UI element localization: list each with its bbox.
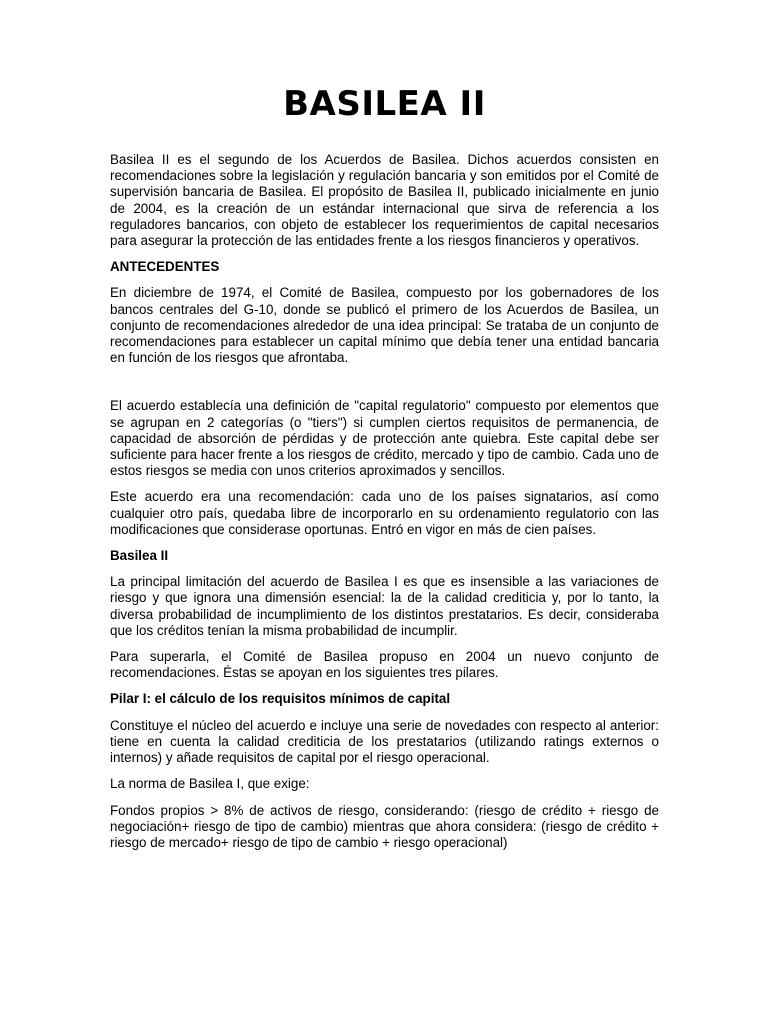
section-heading-antecedentes: ANTECEDENTES bbox=[110, 259, 220, 275]
section-heading-basilea-ii: Basilea II bbox=[110, 548, 169, 564]
antecedentes-paragraph-2: El acuerdo establecía una definición de "capital regulatorio" compuesto por elementos que se agrupan en 2 categorías (o "tiers") si cumplen ciertos requisitos de permanencia, de capacidad de absorción de pérdidas y de protección ante quiebra. Este capital debe ser suficiente para hacer frente a los riesgos de crédito, mercado y tipo de cambio. Cada uno de estos riesgos se media con unos criterios aproximados y sencillos. bbox=[110, 398, 659, 479]
pilar-i-paragraph-2: La norma de Basilea I, que exige: bbox=[110, 776, 310, 792]
document-body bbox=[110, 152, 659, 861]
antecedentes-paragraph-3: Este acuerdo era una recomendación: cada uno de los países signatarios, así como cualquier otro país, quedaba libre de incorporarlo en su ordenamiento regulatorio con las modificaciones que considerase oportunas. Entró en vigor en más de cien países. bbox=[110, 489, 659, 537]
section-heading-pilar-i: Pilar I: el cálculo de los requisitos mínimos de capital bbox=[110, 691, 451, 707]
basilea-ii-paragraph-1: La principal limitación del acuerdo de Basilea I es que es insensible a las variaciones de riesgo y que ignora una dimensión esencial: la de la calidad crediticia y, por lo tanto, la diversa probabilidad de incumplimiento de los distintos prestatarios. Es decir, consideraba que los créditos tenían la misma probabilidad de incumplir. bbox=[110, 574, 659, 638]
basilea-ii-paragraph-2: Para superarla, el Comité de Basilea propuso en 2004 un nuevo conjunto de recomendaciones. Éstas se apoyan en los siguientes tres pilares. bbox=[110, 649, 659, 681]
antecedentes-paragraph-1: En diciembre de 1974, el Comité de Basilea, compuesto por los gobernadores de los bancos centrales del G-10, donde se publicó el primero de los Acuerdos de Basilea, un conjunto de recomendaciones alrededor de una idea principal: Se trataba de un conjunto de recomendaciones para establecer un capital mínimo que debía tener una entidad bancaria en función de los riesgos que afrontaba. bbox=[110, 285, 659, 366]
intro-paragraph: Basilea II es el segundo de los Acuerdos de Basilea. Dichos acuerdos consisten en recomendaciones sobre la legislación y regulación bancaria y son emitidos por el Comité de supervisión bancaria de Basilea. El propósito de Basilea II, publicado inicialmente en junio de 2004, es la creación de un estándar internacional que sirva de referencia a los reguladores bancarios, con objeto de establecer los requerimientos de capital necesarios para asegurar la protección de las entidades frente a los riesgos financieros y operativos. bbox=[110, 152, 659, 249]
document-title: BASILEA II bbox=[283, 84, 486, 124]
pilar-i-paragraph-1: Constituye el núcleo del acuerdo e incluye una serie de novedades con respecto al anterior: tiene en cuenta la calidad crediticia de los prestatarios (utilizando ratings externos o internos) y añade requisitos de capital por el riesgo operacional. bbox=[110, 717, 659, 766]
paragraph-spacer bbox=[110, 376, 659, 398]
pilar-i-paragraph-3: Fondos propios > 8% de activos de riesgo, considerando: (riesgo de crédito + riesgo de negociación+ riesgo de tipo de cambio) mientras que ahora considera: (riesgo de crédito + riesgo de mercado+ riesgo de tipo de cambio + riesgo operacional) bbox=[110, 802, 659, 850]
